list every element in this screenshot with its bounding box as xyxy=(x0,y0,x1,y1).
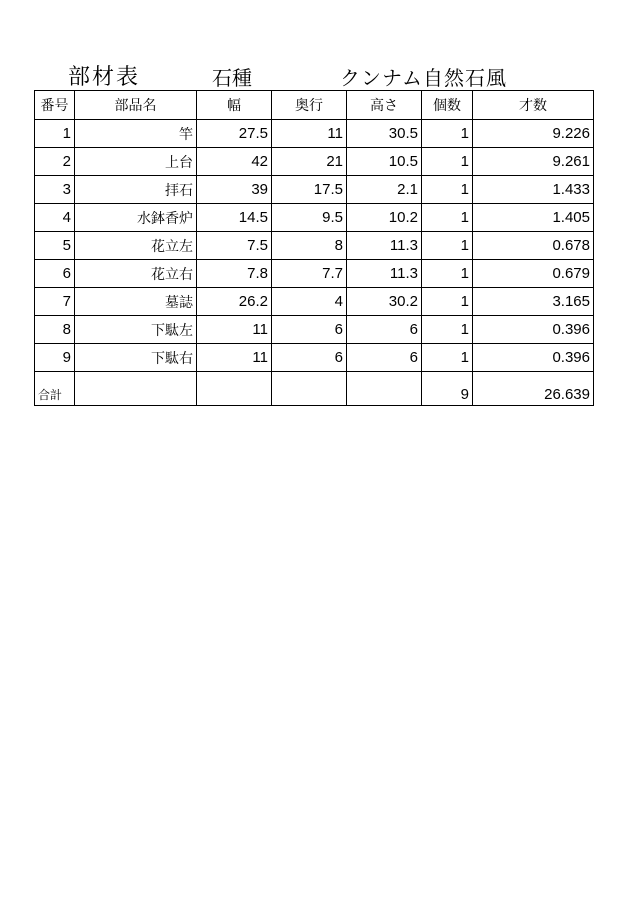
cell-quantity: 1 xyxy=(422,288,473,316)
cell-width: 7.8 xyxy=(197,260,272,288)
cell-quantity: 1 xyxy=(422,204,473,232)
cell-number: 9 xyxy=(35,344,75,372)
total-empty-cell xyxy=(197,372,272,406)
cell-width: 14.5 xyxy=(197,204,272,232)
cell-width: 11 xyxy=(197,316,272,344)
header-width: 幅 xyxy=(197,91,272,120)
table-row xyxy=(35,288,594,316)
cell-sai: 0.396 xyxy=(473,316,594,344)
header-sai: 才数 xyxy=(473,91,594,120)
cell-number: 2 xyxy=(35,148,75,176)
header-number: 番号 xyxy=(35,91,75,120)
cell-number: 7 xyxy=(35,288,75,316)
cell-depth: 4 xyxy=(272,288,347,316)
cell-width: 39 xyxy=(197,176,272,204)
cell-width: 27.5 xyxy=(197,120,272,148)
title-row xyxy=(0,60,636,90)
cell-part-name: 上台 xyxy=(75,148,197,176)
cell-height: 6 xyxy=(347,344,422,372)
document-title: 部材表 xyxy=(68,65,141,90)
cell-part-name: 下駄右 xyxy=(75,344,197,372)
cell-number: 3 xyxy=(35,176,75,204)
cell-sai: 9.226 xyxy=(473,120,594,148)
cell-sai: 1.405 xyxy=(473,204,594,232)
cell-part-name: 竿 xyxy=(75,120,197,148)
cell-height: 30.2 xyxy=(347,288,422,316)
cell-sai: 0.678 xyxy=(473,232,594,260)
total-quantity: 9 xyxy=(422,372,473,406)
total-label: 合計 xyxy=(35,372,75,406)
parts-table xyxy=(34,90,594,406)
total-empty-cell xyxy=(75,372,197,406)
cell-sai: 1.433 xyxy=(473,176,594,204)
cell-number: 8 xyxy=(35,316,75,344)
table-body xyxy=(35,120,594,406)
cell-depth: 8 xyxy=(272,232,347,260)
table-row xyxy=(35,232,594,260)
cell-height: 6 xyxy=(347,316,422,344)
cell-width: 11 xyxy=(197,344,272,372)
table-row xyxy=(35,148,594,176)
cell-sai: 0.396 xyxy=(473,344,594,372)
cell-part-name: 下駄左 xyxy=(75,316,197,344)
cell-height: 10.2 xyxy=(347,204,422,232)
cell-quantity: 1 xyxy=(422,120,473,148)
cell-sai: 3.165 xyxy=(473,288,594,316)
cell-height: 11.3 xyxy=(347,260,422,288)
stone-type-value: クンナム自然石風 xyxy=(340,66,507,90)
table-row xyxy=(35,120,594,148)
cell-quantity: 1 xyxy=(422,176,473,204)
cell-sai: 0.679 xyxy=(473,260,594,288)
table-row xyxy=(35,344,594,372)
header-height: 高さ xyxy=(347,91,422,120)
cell-height: 30.5 xyxy=(347,120,422,148)
cell-number: 6 xyxy=(35,260,75,288)
cell-depth: 17.5 xyxy=(272,176,347,204)
table-row xyxy=(35,260,594,288)
cell-depth: 7.7 xyxy=(272,260,347,288)
header-part-name: 部品名 xyxy=(75,91,197,120)
cell-quantity: 1 xyxy=(422,316,473,344)
cell-height: 10.5 xyxy=(347,148,422,176)
stone-type-label: 石種 xyxy=(212,66,252,90)
cell-quantity: 1 xyxy=(422,232,473,260)
header-depth: 奥行 xyxy=(272,91,347,120)
cell-sai: 9.261 xyxy=(473,148,594,176)
table-header-row xyxy=(35,91,594,120)
cell-depth: 9.5 xyxy=(272,204,347,232)
total-sai: 26.639 xyxy=(473,372,594,406)
cell-quantity: 1 xyxy=(422,260,473,288)
cell-height: 11.3 xyxy=(347,232,422,260)
cell-depth: 21 xyxy=(272,148,347,176)
table-row xyxy=(35,176,594,204)
table-row xyxy=(35,204,594,232)
cell-height: 2.1 xyxy=(347,176,422,204)
cell-width: 7.5 xyxy=(197,232,272,260)
cell-depth: 6 xyxy=(272,344,347,372)
cell-quantity: 1 xyxy=(422,344,473,372)
total-empty-cell xyxy=(272,372,347,406)
cell-part-name: 墓誌 xyxy=(75,288,197,316)
cell-number: 5 xyxy=(35,232,75,260)
cell-width: 26.2 xyxy=(197,288,272,316)
total-empty-cell xyxy=(347,372,422,406)
cell-number: 1 xyxy=(35,120,75,148)
cell-depth: 11 xyxy=(272,120,347,148)
cell-number: 4 xyxy=(35,204,75,232)
total-row xyxy=(35,372,594,406)
header-quantity: 個数 xyxy=(422,91,473,120)
cell-part-name: 花立右 xyxy=(75,260,197,288)
cell-quantity: 1 xyxy=(422,148,473,176)
cell-width: 42 xyxy=(197,148,272,176)
cell-depth: 6 xyxy=(272,316,347,344)
table-row xyxy=(35,316,594,344)
cell-part-name: 水鉢香炉 xyxy=(75,204,197,232)
cell-part-name: 拝石 xyxy=(75,176,197,204)
cell-part-name: 花立左 xyxy=(75,232,197,260)
